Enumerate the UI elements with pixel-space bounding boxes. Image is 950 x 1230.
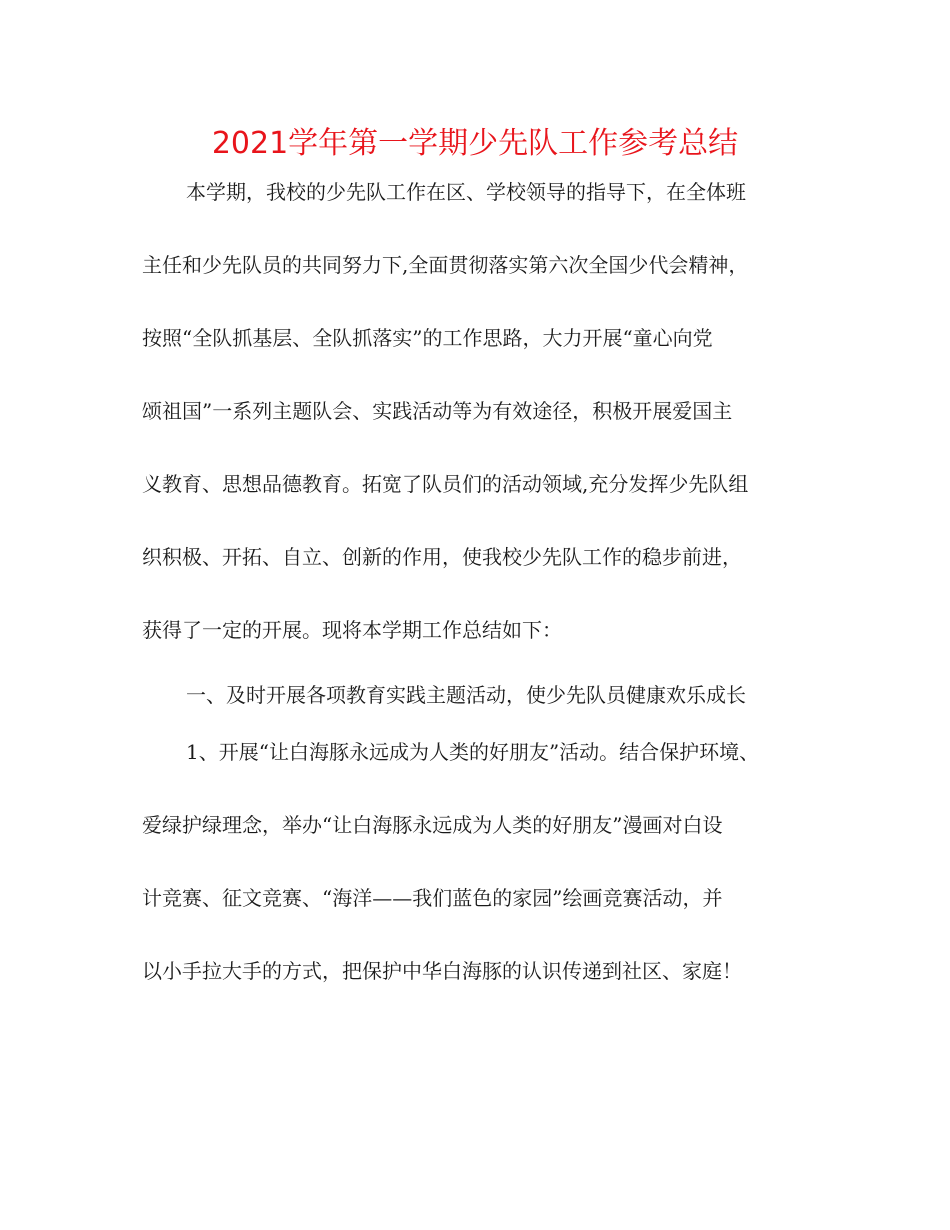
paragraph-line: 织积极、开拓、自立、创新的作用，使我校少先队工作的稳步前进， xyxy=(142,545,742,569)
paragraph-line: 以小手拉大手的方式，把保护中华白海豚的认识传递到社区、家庭！ xyxy=(142,959,742,983)
section-heading: 一、及时开展各项教育实践主题活动，使少先队员健康欢乐成长 xyxy=(186,683,746,707)
paragraph-line: 主任和少先队员的共同努力下,全面贯彻落实第六次全国少代会精神， xyxy=(142,253,749,277)
paragraph-line: 按照“全队抓基层、全队抓落实”的工作思路，大力开展“童心向党 xyxy=(142,326,713,350)
paragraph-line: 本学期，我校的少先队工作在区、学校领导的指导下，在全体班 xyxy=(186,180,746,204)
paragraph-line: 计竞赛、征文竞赛、“海洋——我们蓝色的家园”绘画竞赛活动，并 xyxy=(142,886,723,910)
paragraph-line: 1、开展“让白海豚永远成为人类的好朋友”活动。结合保护环境、 xyxy=(186,740,760,764)
paragraph-line: 颂祖国”一系列主题队会、实践活动等为有效途径，积极开展爱国主 xyxy=(142,399,733,423)
paragraph-line: 爱绿护绿理念，举办“让白海豚永远成为人类的好朋友”漫画对白设 xyxy=(142,813,723,837)
paragraph-line: 义教育、思想品德教育。拓宽了队员们的活动领域,充分发挥少先队组 xyxy=(142,472,749,496)
document-title: 2021学年第一学期少先队工作参考总结 xyxy=(211,126,739,161)
paragraph-line: 获得了一定的开展。现将本学期工作总结如下： xyxy=(142,618,562,642)
